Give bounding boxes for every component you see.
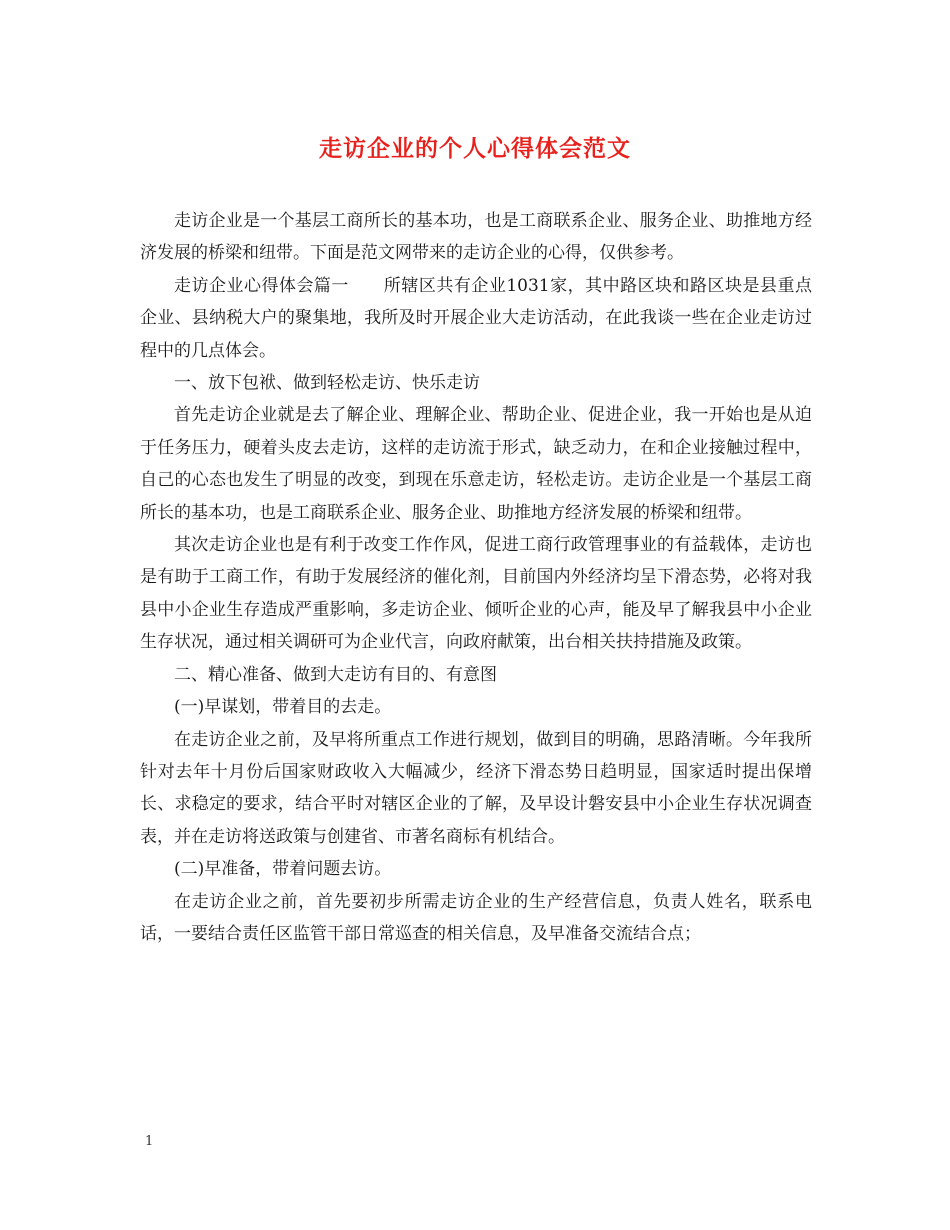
paragraph: 走访企业是一个基层工商所长的基本功，也是工商联系企业、服务企业、助推地方经济发展的桥梁和纽带。下面是范文网带来的走访企业的心得，仅供参考。 [140, 211, 812, 264]
paragraph: 首先走访企业就是去了解企业、理解企业、帮助企业、促进企业，我一开始也是从迫于任务压力，硬着头皮去走访，这样的走访流于形式，缺乏动力，在和企业接触过程中，自己的心态也发生了明显的改变，到现在乐意走访，轻松走访。走访企业是一个基层工商所长的基本功，也是工商联系企业、服务企业、助推地方经济发展的桥梁和纽带。 [140, 405, 812, 523]
paragraph: 其次走访企业也是有利于改变工作作风，促进工商行政管理事业的有益载体，走访也是有助于工商工作，有助于发展经济的催化剂，目前国内外经济均呈下滑态势，必将对我县中小企业生存造成严重影响，多走访企业、倾听企业的心声，能及早了解我县中小企业生存状况，通过相关调研可为企业代言，向政府献策，出台相关扶持措施及政策。 [140, 535, 812, 653]
subsection-heading: (一)早谋划，带着目的去走。 [174, 697, 392, 718]
page-number: 1 [145, 1134, 154, 1149]
section-heading: 二、精心准备、做到大走访有目的、有意图 [174, 664, 497, 685]
document-body [140, 205, 812, 950]
paragraph: 在走访企业之前，及早将所重点工作进行规划，做到目的明确，思路清晰。今年我所针对去年十月份后国家财政收入大幅减少，经济下滑态势日趋明显，国家适时提出保增长、求稳定的要求，结合平时对辖区企业的了解，及早设计磐安县中小企业生存状况调查表，并在走访将送政策与创建省、市著名商标有机结合。 [140, 729, 812, 847]
document-title: 走访企业的个人心得体会范文 [319, 135, 631, 162]
paragraph: 走访企业心得体会篇一 所辖区共有企业1031家，其中路区块和路区块是县重点企业、县纳税大户的聚集地，我所及时开展企业大走访活动，在此我谈一些在企业走访过程中的几点体会。 [140, 275, 812, 361]
paragraph: 在走访企业之前，首先要初步所需走访企业的生产经营信息，负责人姓名，联系电话，一要结合责任区监管干部日常巡查的相关信息，及早准备交流结合点； [140, 891, 812, 944]
section-heading: 一、放下包袱、做到轻松走访、快乐走访 [174, 373, 480, 394]
subsection-heading: (二)早准备，带着问题去访。 [174, 859, 392, 880]
